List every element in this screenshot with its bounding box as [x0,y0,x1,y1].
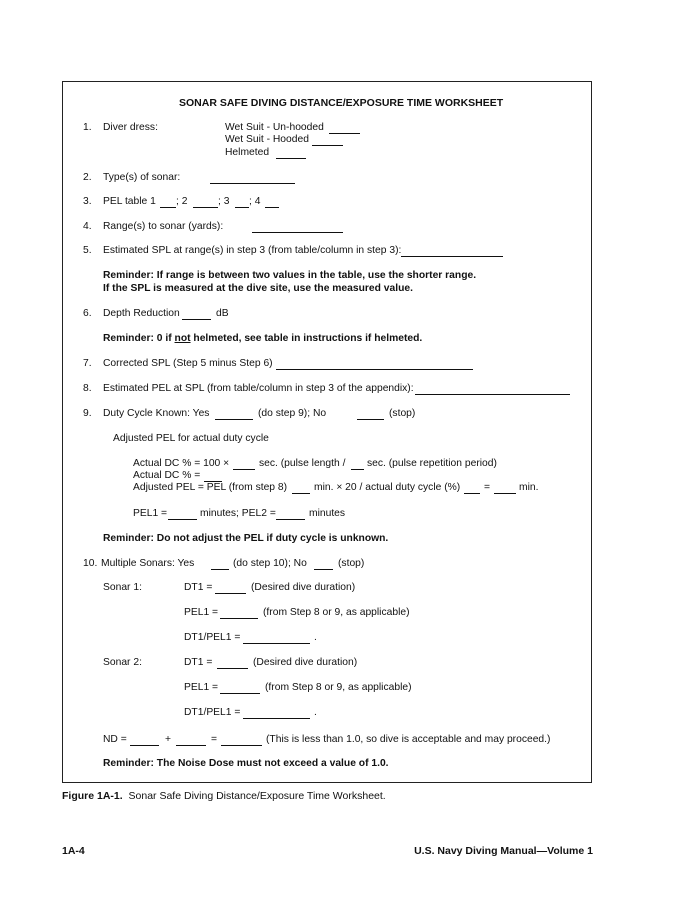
sonar1-pel1-label: PEL1 = [184,607,219,618]
sonar1-ratio-blank[interactable] [243,643,310,644]
item2-sonar-type-blank[interactable] [210,183,295,184]
sonar2-pel1-label: PEL1 = [184,682,219,693]
item5-spl-blank[interactable] [401,256,503,257]
worksheet-frame [62,81,592,783]
figure-caption-label: Figure 1A-1. [62,790,123,802]
item9-label: Duty Cycle Known: Yes [103,408,210,419]
item8-pel-blank[interactable] [415,394,570,395]
sonar2-dt1-label: DT1 = [184,657,213,668]
nd-plus: + [165,734,172,745]
item4-number: 4. [83,221,92,232]
item9-adjusted-result-blank[interactable] [494,493,516,494]
item3-pel-table2: ; 2 [176,196,188,207]
item6-unit: dB [216,308,229,319]
item7-number: 7. [83,358,92,369]
footer-manual-title: U.S. Navy Diving Manual—Volume 1 [414,845,593,857]
sonar2-label: Sonar 2: [103,657,142,668]
item9-number: 9. [83,408,92,419]
item9-adjusted-pel-a: Adjusted PEL = PEL (from step 8) [133,482,288,493]
item10-reminder: Reminder: The Noise Dose must not exceed a value of 1.0. [103,758,389,769]
item7-label: Corrected SPL (Step 5 minus Step 6) [103,358,273,369]
item3-pel-table1: PEL table 1 [103,196,156,207]
item9-pel-step8-blank[interactable] [292,493,310,494]
item9-dc-result-label: Actual DC % = [133,470,201,481]
item3-blank4[interactable] [265,207,279,208]
worksheet-title: SONAR SAFE DIVING DISTANCE/EXPOSURE TIME WORKSHEET [179,97,504,109]
item5-reminder-line2: If the SPL is measured at the dive site, use the measured value. [103,283,413,294]
figure-caption-text: Sonar Safe Diving Distance/Exposure Time Worksheet. [128,790,386,802]
item3-blank1[interactable] [160,207,176,208]
item4-range-blank[interactable] [252,232,343,233]
item9-stop: (stop) [389,408,416,419]
nd-eq: = [211,734,218,745]
nd-note: (This is less than 1.0, so dive is acceptable and may proceed.) [266,734,551,745]
item9-do-step: (do step 9); No [258,408,327,419]
nd-label: ND = [103,734,127,745]
item10-no-blank[interactable] [314,569,333,570]
item9-adjusted-pel-eq: = [484,482,491,493]
sonar1-dt1-note: (Desired dive duration) [251,582,356,593]
item9-pel1-unit: minutes; PEL2 = [200,508,276,519]
item6-depth-blank[interactable] [182,319,211,320]
item10-yes-blank[interactable] [211,569,229,570]
sonar2-ratio-label: DT1/PEL1 = [184,707,241,718]
nd-result-blank[interactable] [221,745,262,746]
item3-number: 3. [83,196,92,207]
item8-label: Estimated PEL at SPL (from table/column in step 3 of the appendix): [103,383,414,394]
item5-number: 5. [83,245,92,256]
sonar1-dt1-label: DT1 = [184,582,213,593]
footer-page-number: 1A-4 [62,845,85,857]
item9-reminder: Reminder: Do not adjust the PEL if duty cycle is unknown. [103,533,389,544]
item1-unhooded-blank[interactable] [329,133,360,134]
item10-number: 10. [83,558,98,569]
item6-label: Depth Reduction [103,308,180,319]
sonar2-ratio-end: . [314,707,317,718]
item1-option-unhooded: Wet Suit - Un-hooded [225,122,324,133]
item3-blank2[interactable] [193,207,218,208]
sonar1-pel1-note: (from Step 8 or 9, as applicable) [263,607,410,618]
item7-corrected-spl-blank[interactable] [276,369,473,370]
item9-pel1-label: PEL1 = [133,508,168,519]
item9-dc-formula-a: Actual DC % = 100 × [133,458,230,469]
sonar2-pel1-note: (from Step 8 or 9, as applicable) [265,682,412,693]
item6-reminder [103,333,422,345]
item9-pel1-blank[interactable] [168,519,197,520]
sonar1-pel1-blank[interactable] [220,618,258,619]
item9-adjusted-pel-b: min. × 20 / actual duty cycle (%) [314,482,461,493]
sonar1-ratio-end: . [314,632,317,643]
item9-pel2-blank[interactable] [276,519,305,520]
item4-label: Range(s) to sonar (yards): [103,221,224,232]
sonar2-dt1-note: (Desired dive duration) [253,657,358,668]
item9-adjusted-heading: Adjusted PEL for actual duty cycle [113,433,269,444]
item6-reminder-suffix: helmeted, see table in instructions if helmeted. [190,333,423,344]
sonar1-ratio-label: DT1/PEL1 = [184,632,241,643]
item2-number: 2. [83,172,92,183]
item3-blank3[interactable] [235,207,249,208]
item1-hooded-blank[interactable] [312,145,343,146]
figure-caption [62,790,386,802]
item8-number: 8. [83,383,92,394]
item9-pel2-unit: minutes [309,508,346,519]
item3-pel-table3: ; 3 [218,196,230,207]
item10-do-step: (do step 10); No [233,558,307,569]
item5-reminder-line1: Reminder: If range is between two values in the table, use the shorter range. [103,270,477,281]
item10-label: Multiple Sonars: Yes [101,558,195,569]
sonar1-label: Sonar 1: [103,582,142,593]
item2-label: Type(s) of sonar: [103,172,181,183]
sonar2-ratio-blank[interactable] [243,718,310,719]
item6-number: 6. [83,308,92,319]
item1-option-hooded: Wet Suit - Hooded [225,134,309,145]
sonar1-dt1-blank[interactable] [215,593,246,594]
item6-reminder-prefix: Reminder: 0 if [103,333,175,344]
item9-adjusted-pel-min: min. [519,482,539,493]
item9-yes-blank[interactable] [215,419,253,420]
item1-number: 1. [83,122,92,133]
item9-dc-formula-c: sec. (pulse repetition period) [367,458,497,469]
nd-term2-blank[interactable] [176,745,206,746]
sonar2-pel1-blank[interactable] [220,693,260,694]
item1-option-helmeted: Helmeted [225,147,270,158]
item6-reminder-not: not [174,333,191,344]
item9-rep-period-blank[interactable] [351,469,364,470]
item3-pel-table4: ; 4 [249,196,261,207]
item5-label: Estimated SPL at range(s) in step 3 (from table/column in step 3): [103,245,402,256]
item9-pulse-length-blank[interactable] [233,469,255,470]
sonar2-dt1-blank[interactable] [217,668,248,669]
item1-helmeted-blank[interactable] [276,158,306,159]
item10-stop: (stop) [338,558,365,569]
nd-term1-blank[interactable] [130,745,159,746]
item9-no-blank[interactable] [357,419,384,420]
item9-duty-blank[interactable] [464,493,480,494]
item9-dc-formula-b: sec. (pulse length / [259,458,346,469]
item1-label: Diver dress: [103,122,158,133]
